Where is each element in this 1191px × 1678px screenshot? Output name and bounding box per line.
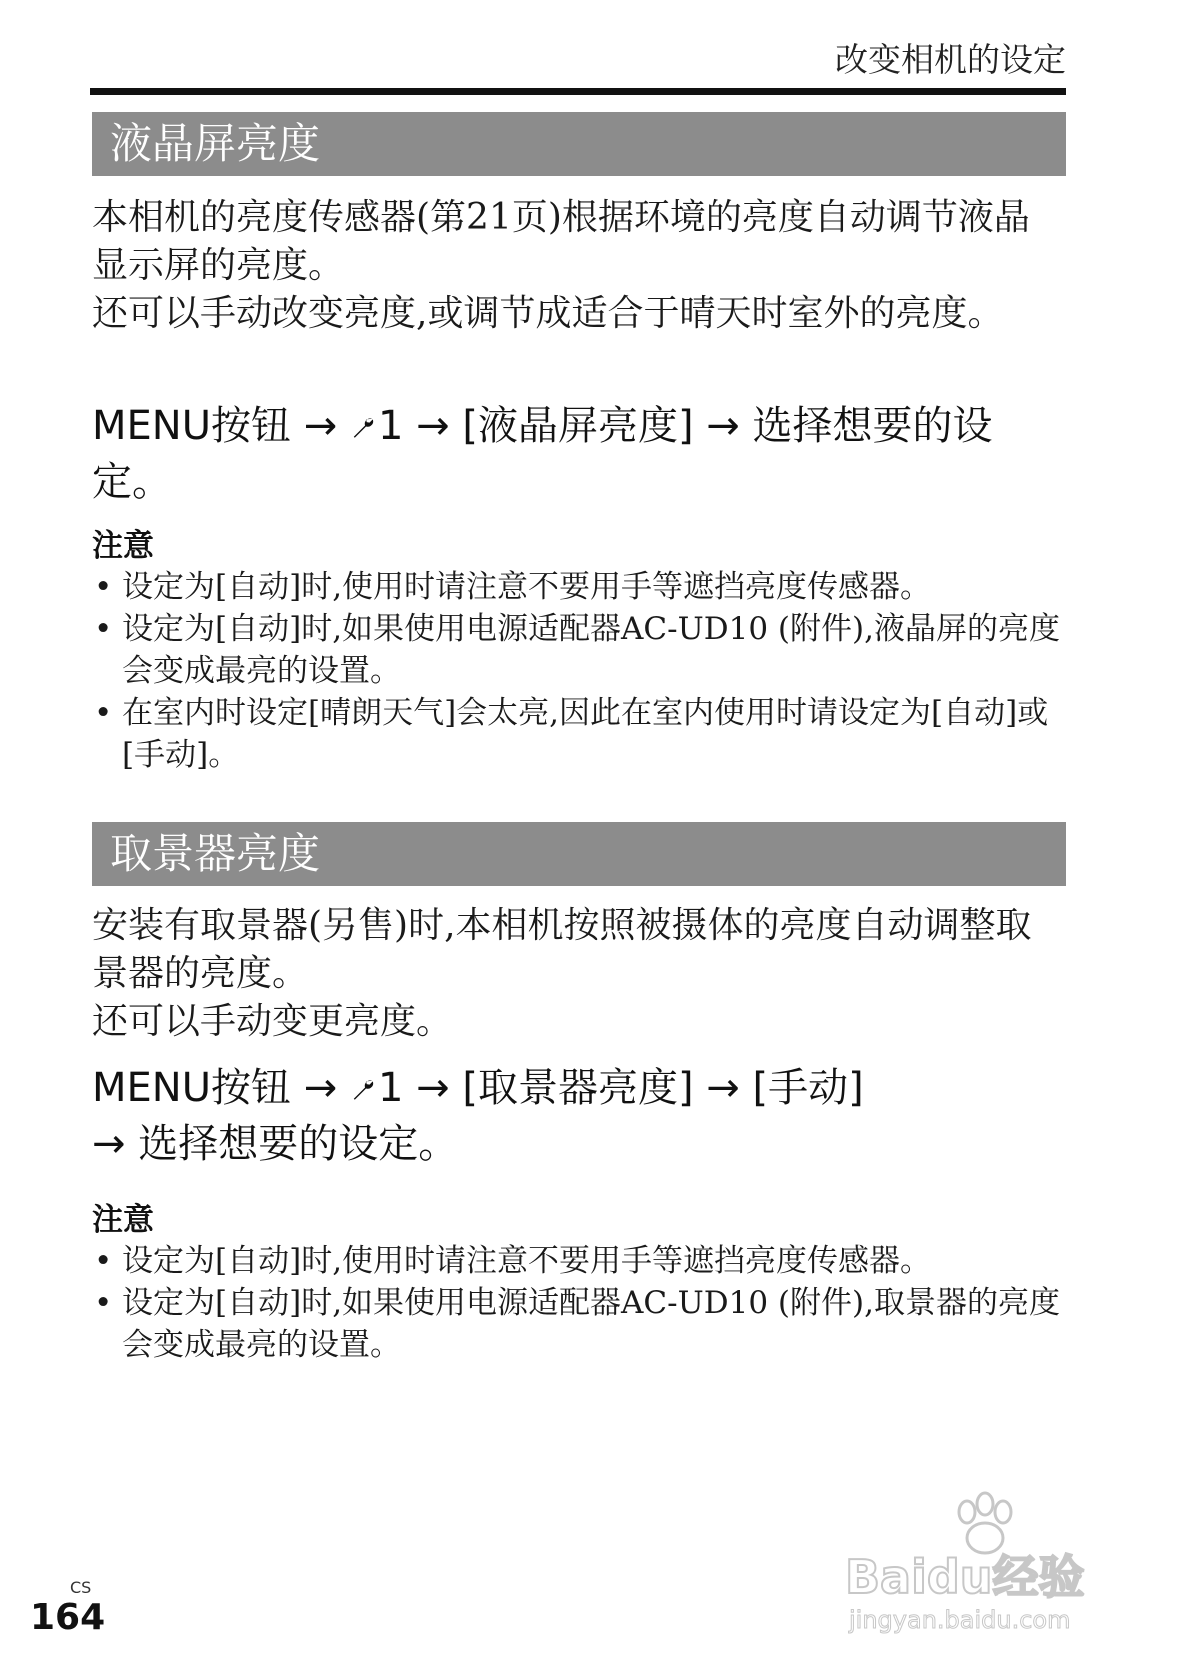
arrow: → [92,1121,126,1167]
note-text: 设定为[自动]时,如果使用电源适配器AC-UD10 (附件),液晶屏的亮度会变成最亮的设置。 [122,611,1060,689]
procedure-final-step: 选择想要的设定。 [92,403,993,505]
note-text: 设定为[自动]时,如果使用电源适配器AC-UD10 (附件),取景器的亮度会变成最亮的设置。 [122,1285,1060,1363]
menu-button-label: MENU按钮 [92,1065,291,1111]
bullet-icon: • [94,1243,113,1279]
arrow: → [416,1065,450,1111]
notes-heading: 注意 [92,528,154,564]
paragraph: 安装有取景器(另售)时,本相机按照被摄体的亮度自动调整取景器的亮度。 [92,905,1032,994]
arrow: → [706,1065,740,1111]
menu-item-manual: [手动] [752,1065,864,1111]
note-text: 在室内时设定[晴朗天气]会太亮,因此在室内使用时请设定为[自动]或[手动]。 [122,695,1049,773]
header-rule [90,88,1066,95]
page-header-title: 改变相机的设定 [835,40,1066,79]
section2-description [92,902,1062,1046]
watermark-url: jingyan.baidu.com [849,1606,1071,1634]
bullet-icon: • [94,1285,113,1321]
section1-notes-list [92,566,1072,776]
section2-procedure [92,1060,1072,1172]
wrench-icon [350,415,376,441]
section-heading-bar [92,112,1066,176]
section2-notes-list [92,1240,1072,1366]
wrench-icon [350,1077,376,1103]
menu-button-label: MENU按钮 [92,403,291,449]
list-item [92,566,1072,608]
section1-procedure [92,398,1072,510]
arrow: → [303,403,338,449]
arrow: → [706,403,740,449]
section-heading-bar [92,822,1066,886]
note-text: 设定为[自动]时,使用时请注意不要用手等遮挡亮度传感器。 [122,1243,932,1279]
bullet-icon: • [94,569,113,605]
menu-item-viewfinder-brightness: [取景器亮度] [462,1065,694,1111]
watermark-brand: Baidu经验 [845,1550,1085,1604]
list-item [92,1240,1072,1282]
note-text: 设定为[自动]时,使用时请注意不要用手等遮挡亮度传感器。 [122,569,932,605]
bullet-icon: • [94,695,113,731]
arrow: → [416,403,450,449]
setup-tab-number: 1 [377,1065,404,1111]
list-item [92,1282,1072,1366]
list-item [92,608,1072,692]
arrow: → [303,1065,338,1111]
list-item [92,692,1072,776]
paragraph: 本相机的亮度传感器(第21页)根据环境的亮度自动调节液晶显示屏的亮度。 [92,197,1030,286]
section1-description [92,194,1062,338]
notes-heading: 注意 [92,1202,154,1238]
menu-item-lcd-brightness: [液晶屏亮度] [462,403,694,449]
paragraph: 还可以手动改变亮度,或调节成适合于晴天时室外的亮度。 [92,293,1004,334]
bullet-icon: • [94,611,113,647]
page-number: 164 [30,1597,106,1638]
section-title-viewfinder-brightness: 取景器亮度 [110,829,321,878]
baidu-watermark [845,1490,1145,1640]
procedure-final-step: 选择想要的设定。 [138,1121,459,1167]
language-code: CS [70,1578,92,1597]
setup-tab-number: 1 [377,403,404,449]
paragraph: 还可以手动变更亮度。 [92,1001,453,1042]
section-title-lcd-brightness: 液晶屏亮度 [110,119,321,168]
